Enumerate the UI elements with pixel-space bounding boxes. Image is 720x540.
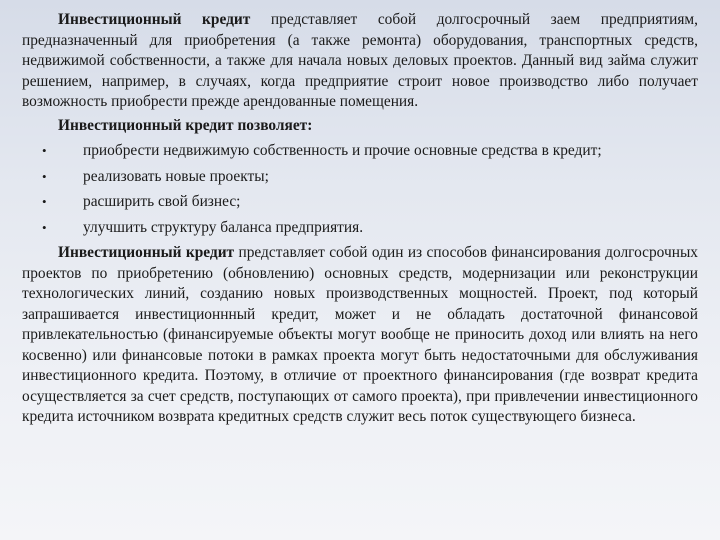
paragraph-financing-text: представляет собой один из способов финансирования долгосрочных проектов по приобретению (обновлению) основных средств, модернизации или реконструкции технологических линий, созданию новых производственных мощностей. Проект, под который запрашивается инвестиционнный кредит, может и не обладать достаточной финансовой привлекательностью (финансируемые объекты могут вообще не приносить доход или влиять на него косвенно) или финансовые потоки в рамках проекта могут быть недостаточными для обслуживания инвестиционного кредита. Поэтому, в отличие от проектного финансирования (где возврат кредита осуществляется за счет средств, поступающих от самого проекта), при привлечении инвестиционного кредита источником возврата кредитных средств служит весь поток существующего бизнеса. xyxy=(22,244,698,425)
bullet-icon: • xyxy=(42,219,47,235)
list-item-text: реализовать новые проекты; xyxy=(83,167,269,185)
list-item xyxy=(22,192,698,213)
list-heading: Инвестиционный кредит позволяет: xyxy=(58,116,313,134)
list-item xyxy=(22,141,698,162)
paragraph-definition-text: представляет собой долгосрочный заем предприятиям, предназначенный для приобретения (а также ремонта) оборудования, транспортных средств, недвижимой собственности, а также для начала новых деловых проектов. Данный вид займа служит решением, например, в случаях, когда предприятие строит новое производство либо получает возможность приобрести прежде арендованные помещения. xyxy=(22,11,698,110)
paragraph-definition-term: Инвестиционный кредит xyxy=(58,11,251,28)
bullet-icon: • xyxy=(42,143,47,158)
list-item xyxy=(22,218,698,239)
bullet-icon: • xyxy=(42,168,47,184)
paragraph-definition xyxy=(22,10,698,113)
list-item-text: улучшить структуру баланса предприятия. xyxy=(83,218,364,236)
list-item xyxy=(22,167,698,188)
paragraph-financing xyxy=(22,243,698,428)
benefits-list xyxy=(22,141,698,238)
list-item-text: расширить свой бизнес; xyxy=(83,193,241,210)
list-item-text: приобрести недвижимую собственность и прочие основные средства в кредит; xyxy=(83,142,602,159)
bullet-icon: • xyxy=(42,194,47,209)
paragraph-financing-term: Инвестиционный кредит xyxy=(58,244,235,261)
